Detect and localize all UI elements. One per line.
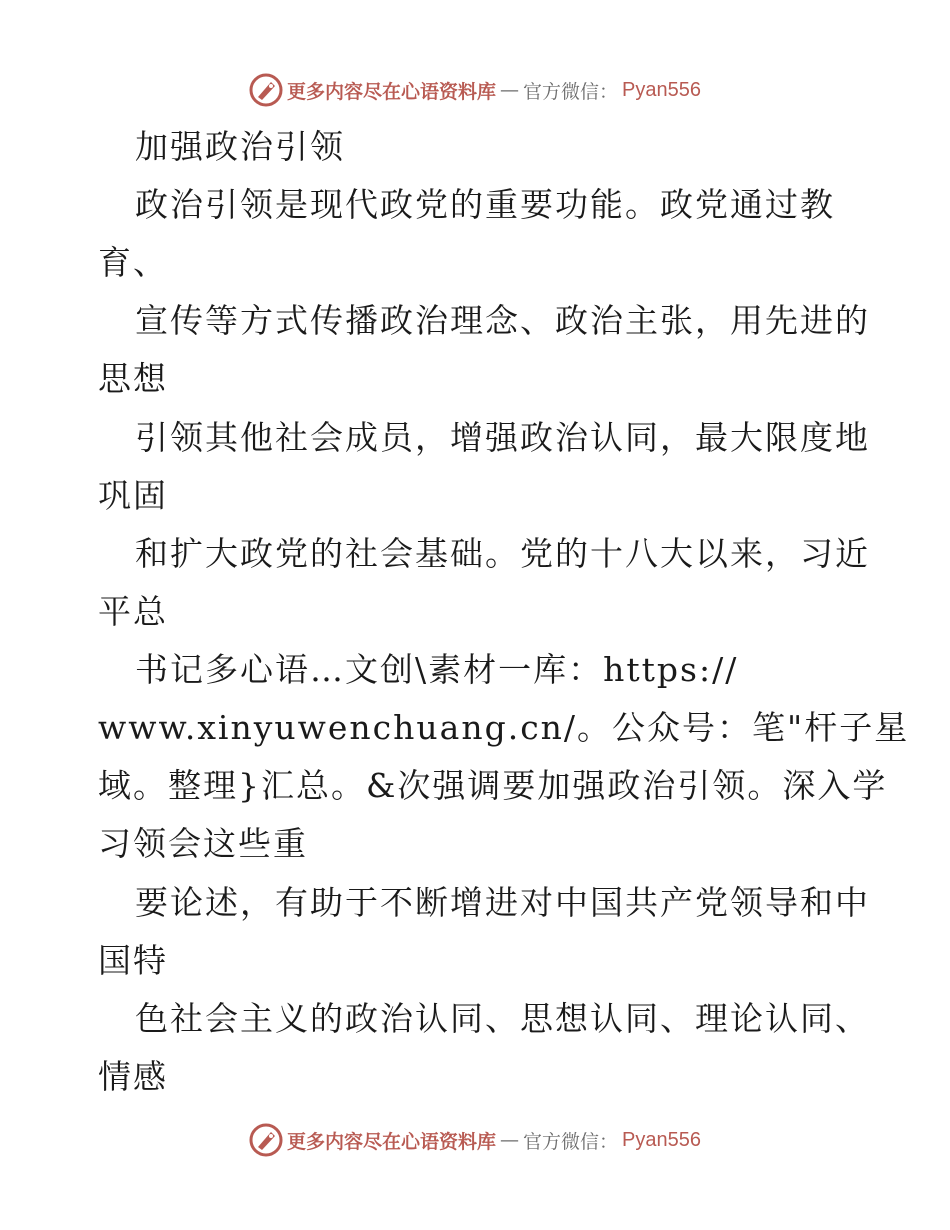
body-line: 书记多心语…文创\素材一库：https:// [135,650,739,689]
footer-banner-inner [249,1123,701,1157]
body-line: 色社会主义的政治认同、思想认同、理论认同、 [135,999,870,1038]
body-line: 情感 [98,1057,168,1096]
body-line: 平总 [98,592,168,631]
header-banner-text: 更多内容尽在心语资料库 [287,80,497,103]
body-line: 国特 [98,941,168,980]
body-line: 育、 [98,243,168,282]
header-wechat-label: 官方微信： [523,80,619,103]
footer-banner-separator: — [500,1129,520,1151]
body-line: 和扩大政党的社会基础。党的十八大以来，习近 [135,534,870,573]
header-wechat-id: Pyan556 [622,78,701,101]
body-line: 思想 [98,359,168,398]
body-line: 域。整理}汇总。&次强调要加强政治引领。深入学 [98,766,888,805]
body-line: 要论述，有助于不断增进对中国共产党领导和中 [135,883,870,922]
body-line: www.xinyuwenchuang.cn/。公众号：笔"杆子星 [98,708,910,747]
footer-banner-text: 更多内容尽在心语资料库 [287,1130,497,1153]
body-line: 习领会这些重 [98,824,308,863]
body-line: 宣传等方式传播政治理念、政治主张，用先进的 [135,301,870,340]
header-banner-separator: — [500,79,520,101]
body-line: 政治引领是现代政党的重要功能。政党通过教 [135,185,835,224]
footer-wechat-label: 官方微信： [523,1130,619,1153]
footer-wechat-id: Pyan556 [622,1128,701,1151]
footer-banner [0,1120,950,1160]
pen-nib-logo-icon [249,1123,283,1157]
heading-line: 加强政治引领 [135,127,345,166]
body-line: 引领其他社会成员，增强政治认同，最大限度地 [135,418,870,457]
body-line: 巩固 [98,476,168,515]
